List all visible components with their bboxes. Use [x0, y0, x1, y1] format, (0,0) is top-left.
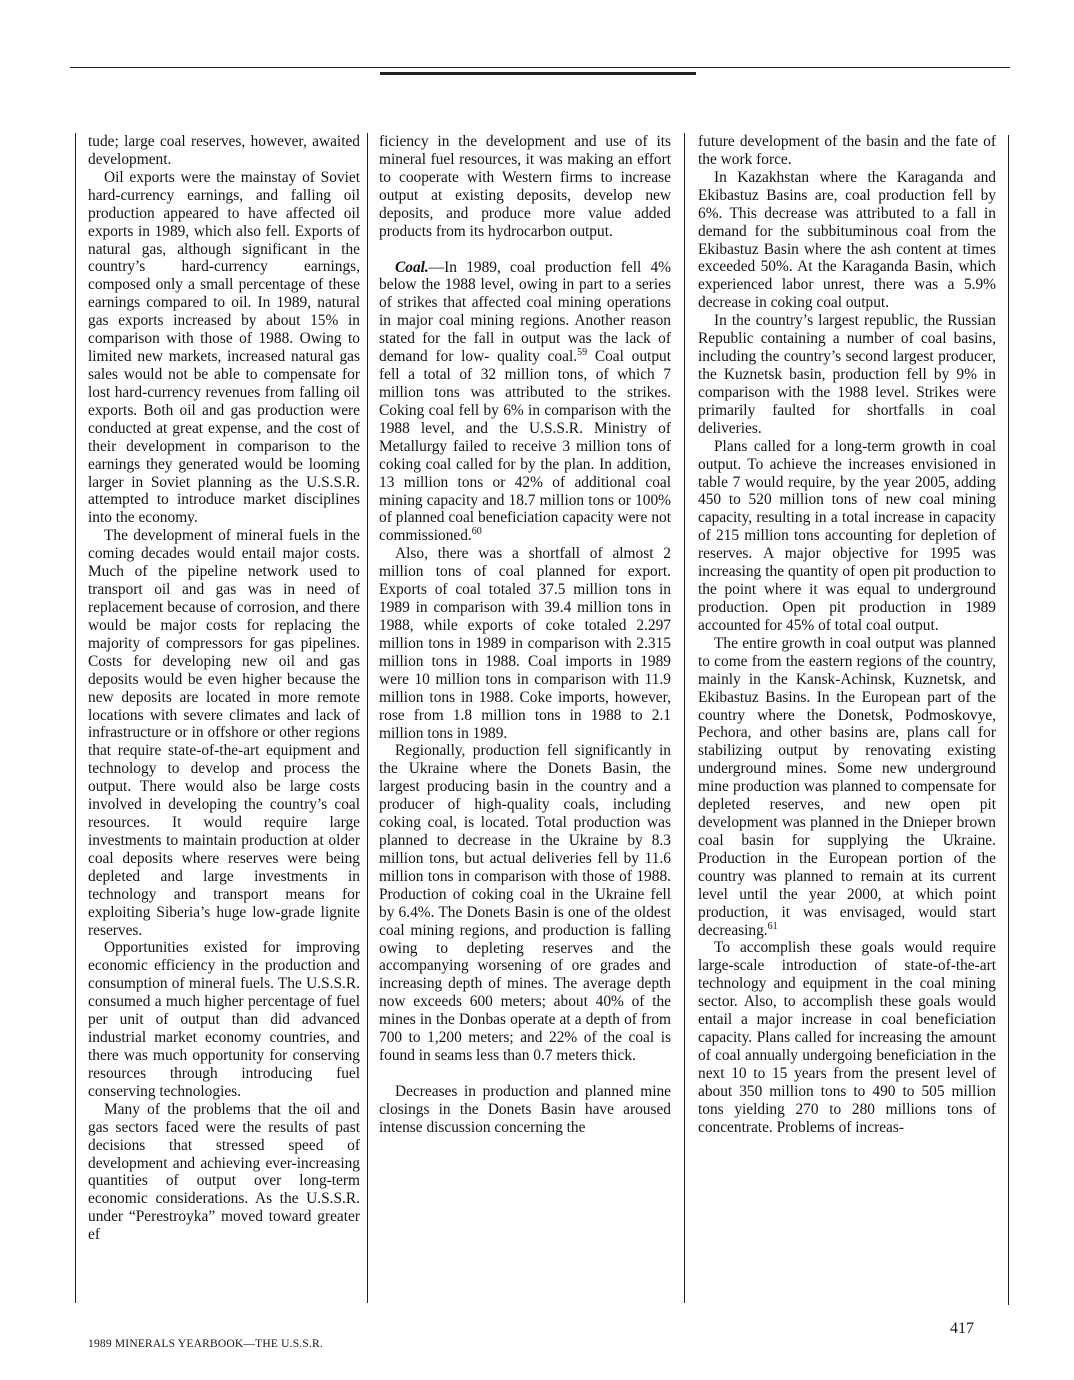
- header-rule: [70, 67, 1010, 68]
- paragraph: In Kazakhstan where the Karaganda and Ekibastuz Basins are, coal production fell by 6%. This decrease was attributed to a fall in demand for the subbituminous coal from the Ekibastuz Basin where the ash content at times exceeded 50%. At the Karaganda Basin, which experienced labor unrest, there was a 5.9% decrease in coking coal output.: [698, 168, 996, 312]
- column-rule-left: [75, 133, 76, 1303]
- column-rule-right: [1008, 135, 1009, 1305]
- text-column-3: [698, 133, 996, 1303]
- paragraph-text: —In 1989, coal production fell 4% below the 1988 level, owing in part to a series of strikes that affected coal mining operations in major coal mining regions. Another reason stated for the fall in output was the lack of demand for low- quality coal.: [379, 258, 671, 366]
- paragraph: Also, there was a shortfall of almost 2 million tons of coal planned for export. Exports of coal totaled 37.5 million tons in 1989 in comparison with 39.4 million tons in 1988, while exports of coke totaled 2.297 million tons in 1989 in comparison with 2.315 million tons in 1988. Coal imports in 1989 were 10 million tons in comparison with 11.9 million tons in 1988. Coke imports, however, rose from 1.8 million tons in 1988 to 2.1 million tons in 1989.: [379, 545, 671, 742]
- text-column-2: [379, 133, 671, 1303]
- paragraph: The development of mineral fuels in the coming decades would entail major costs. Much of the pipeline network used to transport oil and gas was in need of replacement because of corrosion, and there would be major costs for replacing the majority of compressors for gas pipelines. Costs for developing new oil and gas deposits would be even higher because the new deposits are located in more remote locations with severe climates and lack of infrastructure or in offshore or other regions that require state-of-the-art equipment and technology to develop and process the output. There would also be large costs involved in developing the country’s coal resources. It would require large investments to maintain production at older coal deposits where reserves were being depleted and large investments in technology and transport means for exploiting Siberia’s huge low-grade lignite reserves.: [88, 527, 360, 939]
- paragraph: Oil exports were the mainstay of Soviet hard-currency earnings, and falling oil production appeared to have affected oil exports in 1989, which also fell. Exports of natural gas, although significant in the country’s hard-currency earnings, composed only a small percentage of these earnings compared to oil. In 1989, natural gas exports increased by about 15% in comparison with those of 1988. Owing to limited new markets, increased natural gas sales would not be able to compensate for lost hard-currency revenues from falling oil exports. Both oil and gas production were conducted at great expense, and the cost of their development in comparison to the earnings they generated would be looming larger in Soviet planning as the U.S.S.R. attempted to introduce market disciplines into the economy.: [88, 168, 360, 527]
- text-column-1: [88, 133, 360, 1303]
- footnote-ref: 60: [471, 526, 482, 538]
- paragraph: Opportunities existed for improving economic efficiency in the production and consumption of mineral fuels. The U.S.S.R. consumed a much higher percentage of fuel per unit of output than did advanced industrial market economy countries, and there was much opportunity for conserving resources through introducing fuel conserving technologies.: [88, 939, 360, 1100]
- paragraph: Regionally, production fell significantly in the Ukraine where the Donets Basin, the largest producing basin in the country and a producer of high-quality coals, including coking coal, is located. Total production was planned to decrease in the Ukraine by 8.3 million tons, but actual deliveries fell by 11.6 million tons in comparison with those of 1988. Production of coking coal in the Ukraine fell by 6.4%. The Donets Basin is one of the oldest coal mining regions, and production is falling owing to depleting reserves and the accompanying worsening of ore grades and increasing depth of mines. The average depth now exceeds 600 meters; about 40% of the mines in the Donbas operate at a depth of from 700 to 1,200 meters; and 22% of the coal is found in seams less than 0.7 meters thick.: [379, 742, 671, 1065]
- footnote-ref: 61: [767, 920, 778, 932]
- coal-section-paragraph: [379, 259, 671, 546]
- paragraph: future development of the basin and the fate of the work force.: [698, 133, 996, 168]
- section-heading-coal: Coal.: [395, 258, 429, 276]
- paragraph: Plans called for a long-term growth in coal output. To achieve the increases envisioned in table 7 would require, by the year 2005, adding 450 to 520 million tons of new coal mining capacity, resulting in a total increase in capacity of 215 million tons accounting for depletion of reserves. A major objective for 1995 was increasing the quantity of open pit production to the point where it was equal to underground production. Open pit production in 1989 accounted for 45% of total coal output.: [698, 437, 996, 634]
- column-rule-middle-left: [367, 133, 368, 1303]
- paragraph-text: Coal output fell a total of 32 million tons, of which 7 million tons was attributed to the strikes. Coking coal fell by 6% in comparison with the 1988 level, and the U.S.S.R. Ministry of Metallurgy failed to receive 3 million tons of coking coal called for by the plan. In addition, 13 million tons or 42% of additional coal mining capacity and 18.7 million tons or 100% of planned coal beneficiation capacity were not commissioned.: [379, 348, 671, 545]
- paragraph: In the country’s largest republic, the Russian Republic containing a number of coal basins, including the country’s second largest producer, the Kuznetsk basin, production fell by 9% in comparison with the 1988 level. Strikes were primarily faulted for shortfalls in coal deliveries.: [698, 312, 996, 437]
- paragraph: tude; large coal reserves, however, awaited development.: [88, 133, 360, 168]
- paragraph: ficiency in the development and use of its mineral fuel resources, it was making an effort to cooperate with Western firms to increase output at existing deposits, develop new deposits, and produce more value added products from its hydrocarbon output.: [379, 133, 671, 240]
- paragraph-text: The entire growth in coal output was planned to come from the eastern regions of the country, mainly in the Kansk-Achinsk, Kuznetsk, and Ekibastuz Basins. In the European part of the country where the Donetsk, Podmoskovye, Pechora, and other basins are, plans call for stabilizing output by renovating existing underground mines. Some new underground mine production was planned to compensate for depleted reserves, and new open pit development was planned in the Dnieper brown coal basin for supplying the Ukraine. Production in the European portion of the country was planned to remain at its current level until the year 2000, at which point production, it was envisaged, would start decreasing.: [698, 634, 996, 939]
- column-rule-middle-right: [684, 133, 685, 1303]
- header-rule-accent: [380, 72, 696, 75]
- paragraph: [698, 635, 996, 940]
- running-footer: 1989 MINERALS YEARBOOK—THE U.S.S.R.: [88, 1338, 323, 1350]
- paragraph: Decreases in production and planned mine closings in the Donets Basin have aroused intense discussion concerning the: [379, 1083, 671, 1136]
- paragraph: Many of the problems that the oil and gas sectors faced were the results of past decisions that stressed speed of development and achieving ever-increasing quantities of output over long-term economic considerations. As the U.S.S.R. under “Perestroyka” moved toward greater ef: [88, 1100, 360, 1244]
- page-number: 417: [950, 1320, 974, 1337]
- footnote-ref: 59: [577, 347, 588, 359]
- paragraph: To accomplish these goals would require large-scale introduction of state-of-the-art technology and equipment in the coal mining sector. Also, to accomplish these goals would entail a major increase in coal beneficiation capacity. Plans called for increasing the amount of coal annually undergoing beneficiation in the next 10 to 15 years from the present level of about 350 million tons to 490 to 505 million tons yielding 270 to 280 millions tons of concentrate. Problems of increas-: [698, 939, 996, 1136]
